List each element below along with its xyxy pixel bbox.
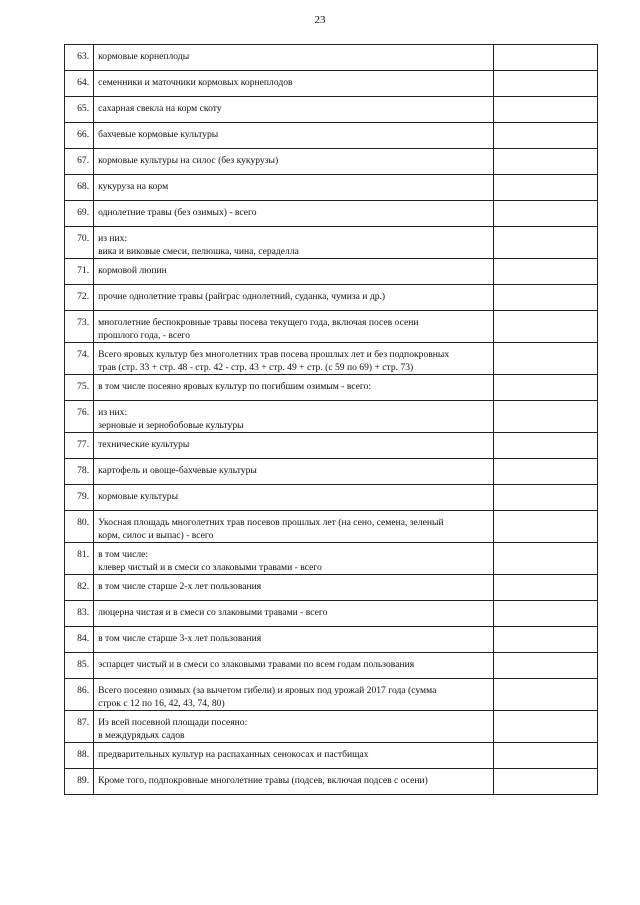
table-row bbox=[65, 433, 598, 459]
table-row bbox=[65, 653, 598, 679]
row-description-line: кормовые культуры bbox=[98, 491, 179, 502]
table-row bbox=[65, 601, 598, 627]
row-description bbox=[94, 227, 493, 259]
row-description-line: Кроме того, подпокровные многолетние травы (подсев, включая подсев с осени) bbox=[98, 775, 428, 786]
row-number: 82. bbox=[65, 575, 94, 601]
row-number: 79. bbox=[65, 485, 94, 511]
table-row bbox=[65, 201, 598, 227]
row-description-line: клевер чистый и в смеси со злаковыми травами - всего bbox=[98, 561, 322, 573]
row-number: 73. bbox=[65, 311, 94, 343]
row-description bbox=[94, 311, 493, 343]
row-description-line: прошлого года, - всего bbox=[98, 329, 191, 341]
value-cell[interactable] bbox=[493, 343, 597, 375]
value-cell[interactable] bbox=[493, 285, 597, 311]
table-row bbox=[65, 485, 598, 511]
row-description-line: вика и виковые смеси, пелюшка, чина, сераделла bbox=[98, 245, 299, 257]
row-description bbox=[94, 45, 493, 71]
row-number: 64. bbox=[65, 71, 94, 97]
value-cell[interactable] bbox=[493, 201, 597, 227]
row-description bbox=[94, 259, 493, 285]
value-cell[interactable] bbox=[493, 123, 597, 149]
row-number: 76. bbox=[65, 401, 94, 433]
value-cell[interactable] bbox=[493, 743, 597, 769]
row-description bbox=[94, 543, 493, 575]
row-description-line: бахчевые кормовые культуры bbox=[98, 129, 219, 140]
value-cell[interactable] bbox=[493, 97, 597, 123]
table-row bbox=[65, 543, 598, 575]
row-description-line: в том числе старше 3-х лет пользования bbox=[98, 633, 262, 644]
row-description bbox=[94, 575, 493, 601]
value-cell[interactable] bbox=[493, 679, 597, 711]
row-description-line: семенники и маточники кормовых корнеплодов bbox=[98, 77, 293, 88]
value-cell[interactable] bbox=[493, 311, 597, 343]
table-row bbox=[65, 149, 598, 175]
row-description-line: в том числе: bbox=[98, 549, 149, 560]
table-row bbox=[65, 97, 598, 123]
row-description bbox=[94, 679, 493, 711]
value-cell[interactable] bbox=[493, 511, 597, 543]
row-number: 75. bbox=[65, 375, 94, 401]
row-description bbox=[94, 653, 493, 679]
row-number: 81. bbox=[65, 543, 94, 575]
value-cell[interactable] bbox=[493, 433, 597, 459]
value-cell[interactable] bbox=[493, 575, 597, 601]
value-cell[interactable] bbox=[493, 71, 597, 97]
table-row bbox=[65, 743, 598, 769]
row-description-line: технические культуры bbox=[98, 439, 190, 450]
row-description bbox=[94, 743, 493, 769]
table-row bbox=[65, 511, 598, 543]
row-description-line: кукуруза на корм bbox=[98, 181, 169, 192]
row-description bbox=[94, 627, 493, 653]
row-description bbox=[94, 71, 493, 97]
row-number: 77. bbox=[65, 433, 94, 459]
row-description-line: сахарная свекла на корм скоту bbox=[98, 103, 222, 114]
row-description bbox=[94, 175, 493, 201]
form-table bbox=[64, 44, 598, 795]
row-description bbox=[94, 769, 493, 795]
row-description bbox=[94, 343, 493, 375]
row-description bbox=[94, 485, 493, 511]
value-cell[interactable] bbox=[493, 375, 597, 401]
row-description bbox=[94, 433, 493, 459]
row-description-line: Всего посеяно озимых (за вычетом гибели) и яровых под урожай 2017 года (сумма bbox=[98, 685, 437, 696]
row-number: 86. bbox=[65, 679, 94, 711]
row-description-line: кормовые корнеплоды bbox=[98, 51, 190, 62]
row-description-line: многолетние беспокровные травы посева текущего года, включая посев осени bbox=[98, 317, 419, 328]
row-number: 65. bbox=[65, 97, 94, 123]
row-description-line: в междурядьях садов bbox=[98, 729, 185, 741]
row-description bbox=[94, 601, 493, 627]
row-number: 89. bbox=[65, 769, 94, 795]
page-number: 23 bbox=[314, 14, 326, 26]
table-body bbox=[65, 45, 598, 795]
row-number: 71. bbox=[65, 259, 94, 285]
table-row bbox=[65, 401, 598, 433]
row-description-line: кормовые культуры на силос (без кукурузы) bbox=[98, 155, 279, 166]
row-description-line: прочие однолетние травы (райграс однолетний, суданка, чумиза и др.) bbox=[98, 291, 386, 302]
table-row bbox=[65, 227, 598, 259]
row-number: 72. bbox=[65, 285, 94, 311]
table-row bbox=[65, 311, 598, 343]
row-number: 78. bbox=[65, 459, 94, 485]
value-cell[interactable] bbox=[493, 543, 597, 575]
row-number: 63. bbox=[65, 45, 94, 71]
row-number: 68. bbox=[65, 175, 94, 201]
row-number: 66. bbox=[65, 123, 94, 149]
row-description-line: из них: bbox=[98, 233, 128, 244]
row-description bbox=[94, 459, 493, 485]
row-number: 70. bbox=[65, 227, 94, 259]
value-cell[interactable] bbox=[493, 227, 597, 259]
table-row bbox=[65, 123, 598, 149]
row-description-line: в том числе посеяно яровых культур по погибшим озимым - всего: bbox=[98, 381, 372, 392]
row-description bbox=[94, 285, 493, 311]
table-row bbox=[65, 259, 598, 285]
table-row bbox=[65, 71, 598, 97]
value-cell[interactable] bbox=[493, 45, 597, 71]
value-cell[interactable] bbox=[493, 711, 597, 743]
row-description-line: однолетние травы (без озимых) - всего bbox=[98, 207, 257, 218]
table-row bbox=[65, 175, 598, 201]
row-description-line: люцерна чистая и в смеси со злаковыми травами - всего bbox=[98, 607, 328, 618]
value-cell[interactable] bbox=[493, 485, 597, 511]
value-cell[interactable] bbox=[493, 259, 597, 285]
table-row bbox=[65, 769, 598, 795]
table-row bbox=[65, 711, 598, 743]
value-cell[interactable] bbox=[493, 653, 597, 679]
value-cell[interactable] bbox=[493, 149, 597, 175]
row-description-line: Укосная площадь многолетних трав посевов прошлых лет (на сено, семена, зеленый bbox=[98, 517, 444, 528]
row-number: 84. bbox=[65, 627, 94, 653]
row-description-line: предварительных культур на распаханных сенокосах и пастбищах bbox=[98, 749, 369, 760]
table-row bbox=[65, 679, 598, 711]
row-description bbox=[94, 711, 493, 743]
table-row bbox=[65, 575, 598, 601]
row-number: 67. bbox=[65, 149, 94, 175]
row-number: 80. bbox=[65, 511, 94, 543]
row-description-line: картофель и овоще-бахчевые культуры bbox=[98, 465, 257, 476]
row-description bbox=[94, 123, 493, 149]
row-description bbox=[94, 375, 493, 401]
row-description-line: из них: bbox=[98, 407, 128, 418]
value-cell[interactable] bbox=[493, 459, 597, 485]
row-number: 74. bbox=[65, 343, 94, 375]
row-number: 85. bbox=[65, 653, 94, 679]
value-cell[interactable] bbox=[493, 401, 597, 433]
row-description-line: кормовой люпин bbox=[98, 265, 167, 276]
table-row bbox=[65, 285, 598, 311]
row-description-line: Из всей посевной площади посеяно: bbox=[98, 717, 248, 728]
table-row bbox=[65, 343, 598, 375]
row-description-line: эспарцет чистый и в смеси со злаковыми травами по всем годам пользования bbox=[98, 659, 415, 670]
value-cell[interactable] bbox=[493, 627, 597, 653]
row-number: 83. bbox=[65, 601, 94, 627]
row-number: 69. bbox=[65, 201, 94, 227]
row-description bbox=[94, 401, 493, 433]
row-description-line: корм, силос и выпас) - всего bbox=[98, 529, 214, 541]
row-description bbox=[94, 149, 493, 175]
row-description bbox=[94, 97, 493, 123]
row-description-line: зерновые и зернобобовые культуры bbox=[98, 419, 244, 431]
table-row bbox=[65, 459, 598, 485]
row-description-line: Всего яровых культур без многолетних трав посева прошлых лет и без подпокровных bbox=[98, 349, 450, 360]
row-number: 88. bbox=[65, 743, 94, 769]
row-description-line: строк с 12 по 16, 42, 43, 74, 80) bbox=[98, 697, 225, 709]
table-row bbox=[65, 45, 598, 71]
row-description bbox=[94, 511, 493, 543]
row-description-line: в том числе старше 2-х лет пользования bbox=[98, 581, 262, 592]
value-cell[interactable] bbox=[493, 601, 597, 627]
value-cell[interactable] bbox=[493, 175, 597, 201]
row-number: 87. bbox=[65, 711, 94, 743]
row-description bbox=[94, 201, 493, 227]
row-description-line: трав (стр. 33 + стр. 48 - стр. 42 - стр. 43 + стр. 49 + стр. (с 59 по 69) + стр. 73) bbox=[98, 361, 414, 373]
table-row bbox=[65, 627, 598, 653]
value-cell[interactable] bbox=[493, 769, 597, 795]
table-row bbox=[65, 375, 598, 401]
